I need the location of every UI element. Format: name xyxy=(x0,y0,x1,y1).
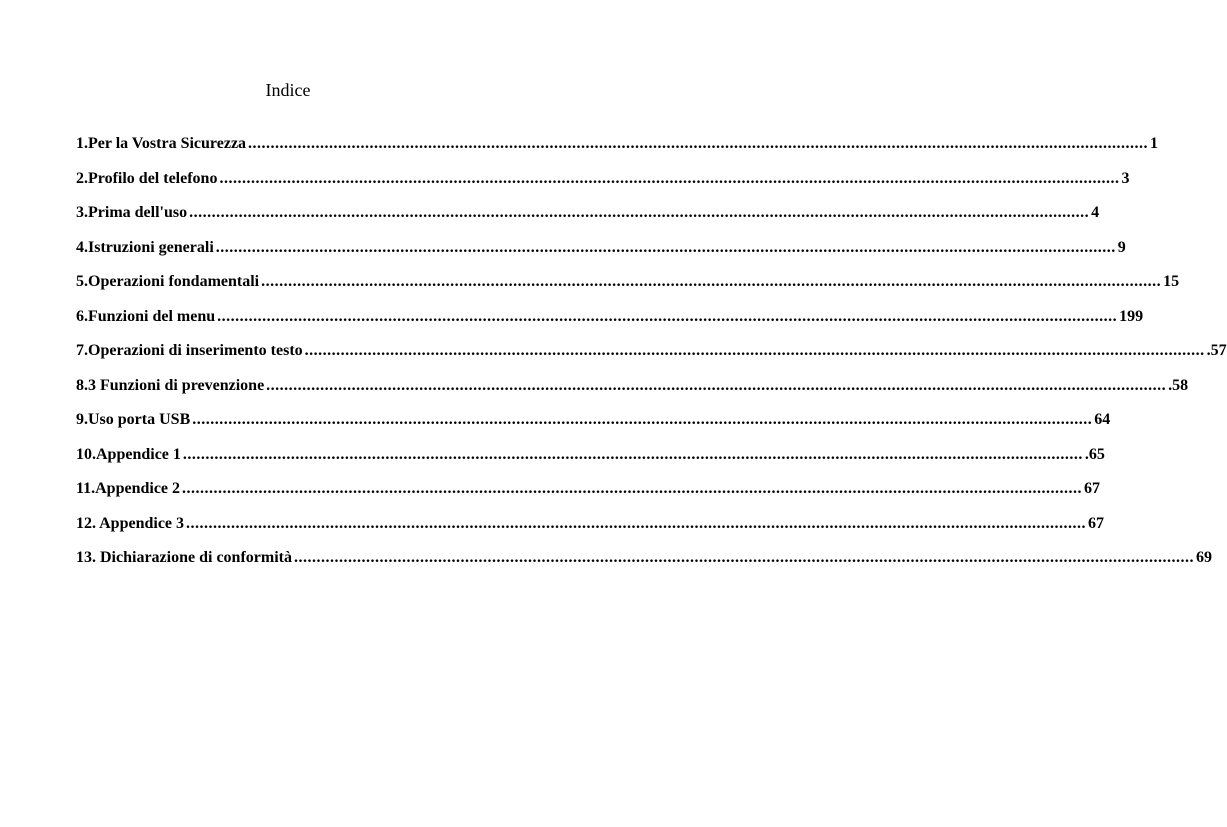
toc-entry-page: 1 xyxy=(1150,135,1159,152)
toc-entry-title: 1.Per la Vostra Sicurezza xyxy=(76,135,247,152)
table-of-contents xyxy=(76,135,1227,584)
toc-entry-title: 13. Dichiarazione di conformità xyxy=(76,549,292,566)
toc-entry[interactable] xyxy=(76,514,1105,550)
toc-entry-page: 64 xyxy=(1094,411,1111,428)
toc-leader-dots: ........................................................................................................................................................................................................ xyxy=(217,307,1118,325)
toc-leader-dots: ........................................................................................................................................................................................................ xyxy=(266,376,1167,394)
toc-entry-title: 11.Appendice 2 xyxy=(76,480,181,497)
toc-leader-dots: ........................................................................................................................................................................................................ xyxy=(192,411,1093,428)
toc-entry[interactable] xyxy=(76,376,1189,412)
toc-entry-title: 5.Operazioni fondamentali xyxy=(76,273,260,290)
toc-leader-dots: ........................................................................................................................................................................................................ xyxy=(182,445,1083,463)
toc-entry-page: 15 xyxy=(1163,273,1180,290)
toc-entry[interactable] xyxy=(76,273,1180,308)
toc-entry[interactable] xyxy=(76,445,1105,481)
toc-leader-dots: ........................................................................................................................................................................................................ xyxy=(219,169,1120,187)
toc-entry[interactable] xyxy=(76,169,1130,205)
toc-leader-dots: ........................................................................................................................................................................................................ xyxy=(186,514,1087,532)
toc-entry-title: 4.Istruzioni generali xyxy=(76,238,214,256)
toc-entry[interactable] xyxy=(76,135,1159,170)
toc-entry-page: .65 xyxy=(1084,445,1105,463)
toc-entry[interactable] xyxy=(76,204,1100,239)
toc-entry[interactable] xyxy=(76,307,1144,343)
toc-entry-page: 4 xyxy=(1091,204,1100,221)
toc-entry-title: 3.Prima dell'uso xyxy=(76,204,188,221)
toc-entry[interactable] xyxy=(76,480,1101,515)
toc-entry-page: .58 xyxy=(1168,376,1189,394)
toc-entry-title: 9.Uso porta USB xyxy=(76,411,191,428)
toc-entry-title: 12. Appendice 3 xyxy=(76,514,185,532)
toc-entry-title: 10.Appendice 1 xyxy=(76,445,181,463)
toc-leader-dots: ........................................................................................................................................................................................................ xyxy=(182,480,1083,497)
toc-entry-page: 3 xyxy=(1121,169,1130,187)
toc-entry[interactable] xyxy=(76,342,1227,377)
toc-entry-title: 8.3 Funzioni di prevenzione xyxy=(76,376,265,394)
toc-leader-dots: ........................................................................................................................................................................................................ xyxy=(293,549,1194,566)
toc-entry-page: .57 xyxy=(1206,342,1227,359)
toc-leader-dots: ........................................................................................................................................................................................................ xyxy=(215,238,1116,256)
toc-entry-page: 67 xyxy=(1088,514,1105,532)
page-title: Indice xyxy=(265,80,311,100)
toc-entry-title: 2.Profilo del telefono xyxy=(76,169,218,187)
toc-entry-title: 7.Operazioni di inserimento testo xyxy=(76,342,303,359)
toc-leader-dots: ........................................................................................................................................................................................................ xyxy=(261,273,1162,290)
toc-entry[interactable] xyxy=(76,238,1126,274)
toc-entry-page: 67 xyxy=(1084,480,1101,497)
toc-entry-title: 6.Funzioni del menu xyxy=(76,307,216,325)
toc-entry[interactable] xyxy=(76,549,1212,584)
toc-entry-page: 69 xyxy=(1195,549,1212,566)
toc-entry-page: 9 xyxy=(1117,238,1126,256)
toc-leader-dots: ........................................................................................................................................................................................................ xyxy=(189,204,1090,221)
toc-leader-dots: ........................................................................................................................................................................................................ xyxy=(304,342,1205,359)
toc-leader-dots: ........................................................................................................................................................................................................ xyxy=(248,135,1149,152)
toc-entry-page: 199 xyxy=(1119,307,1144,325)
toc-entry[interactable] xyxy=(76,411,1111,446)
